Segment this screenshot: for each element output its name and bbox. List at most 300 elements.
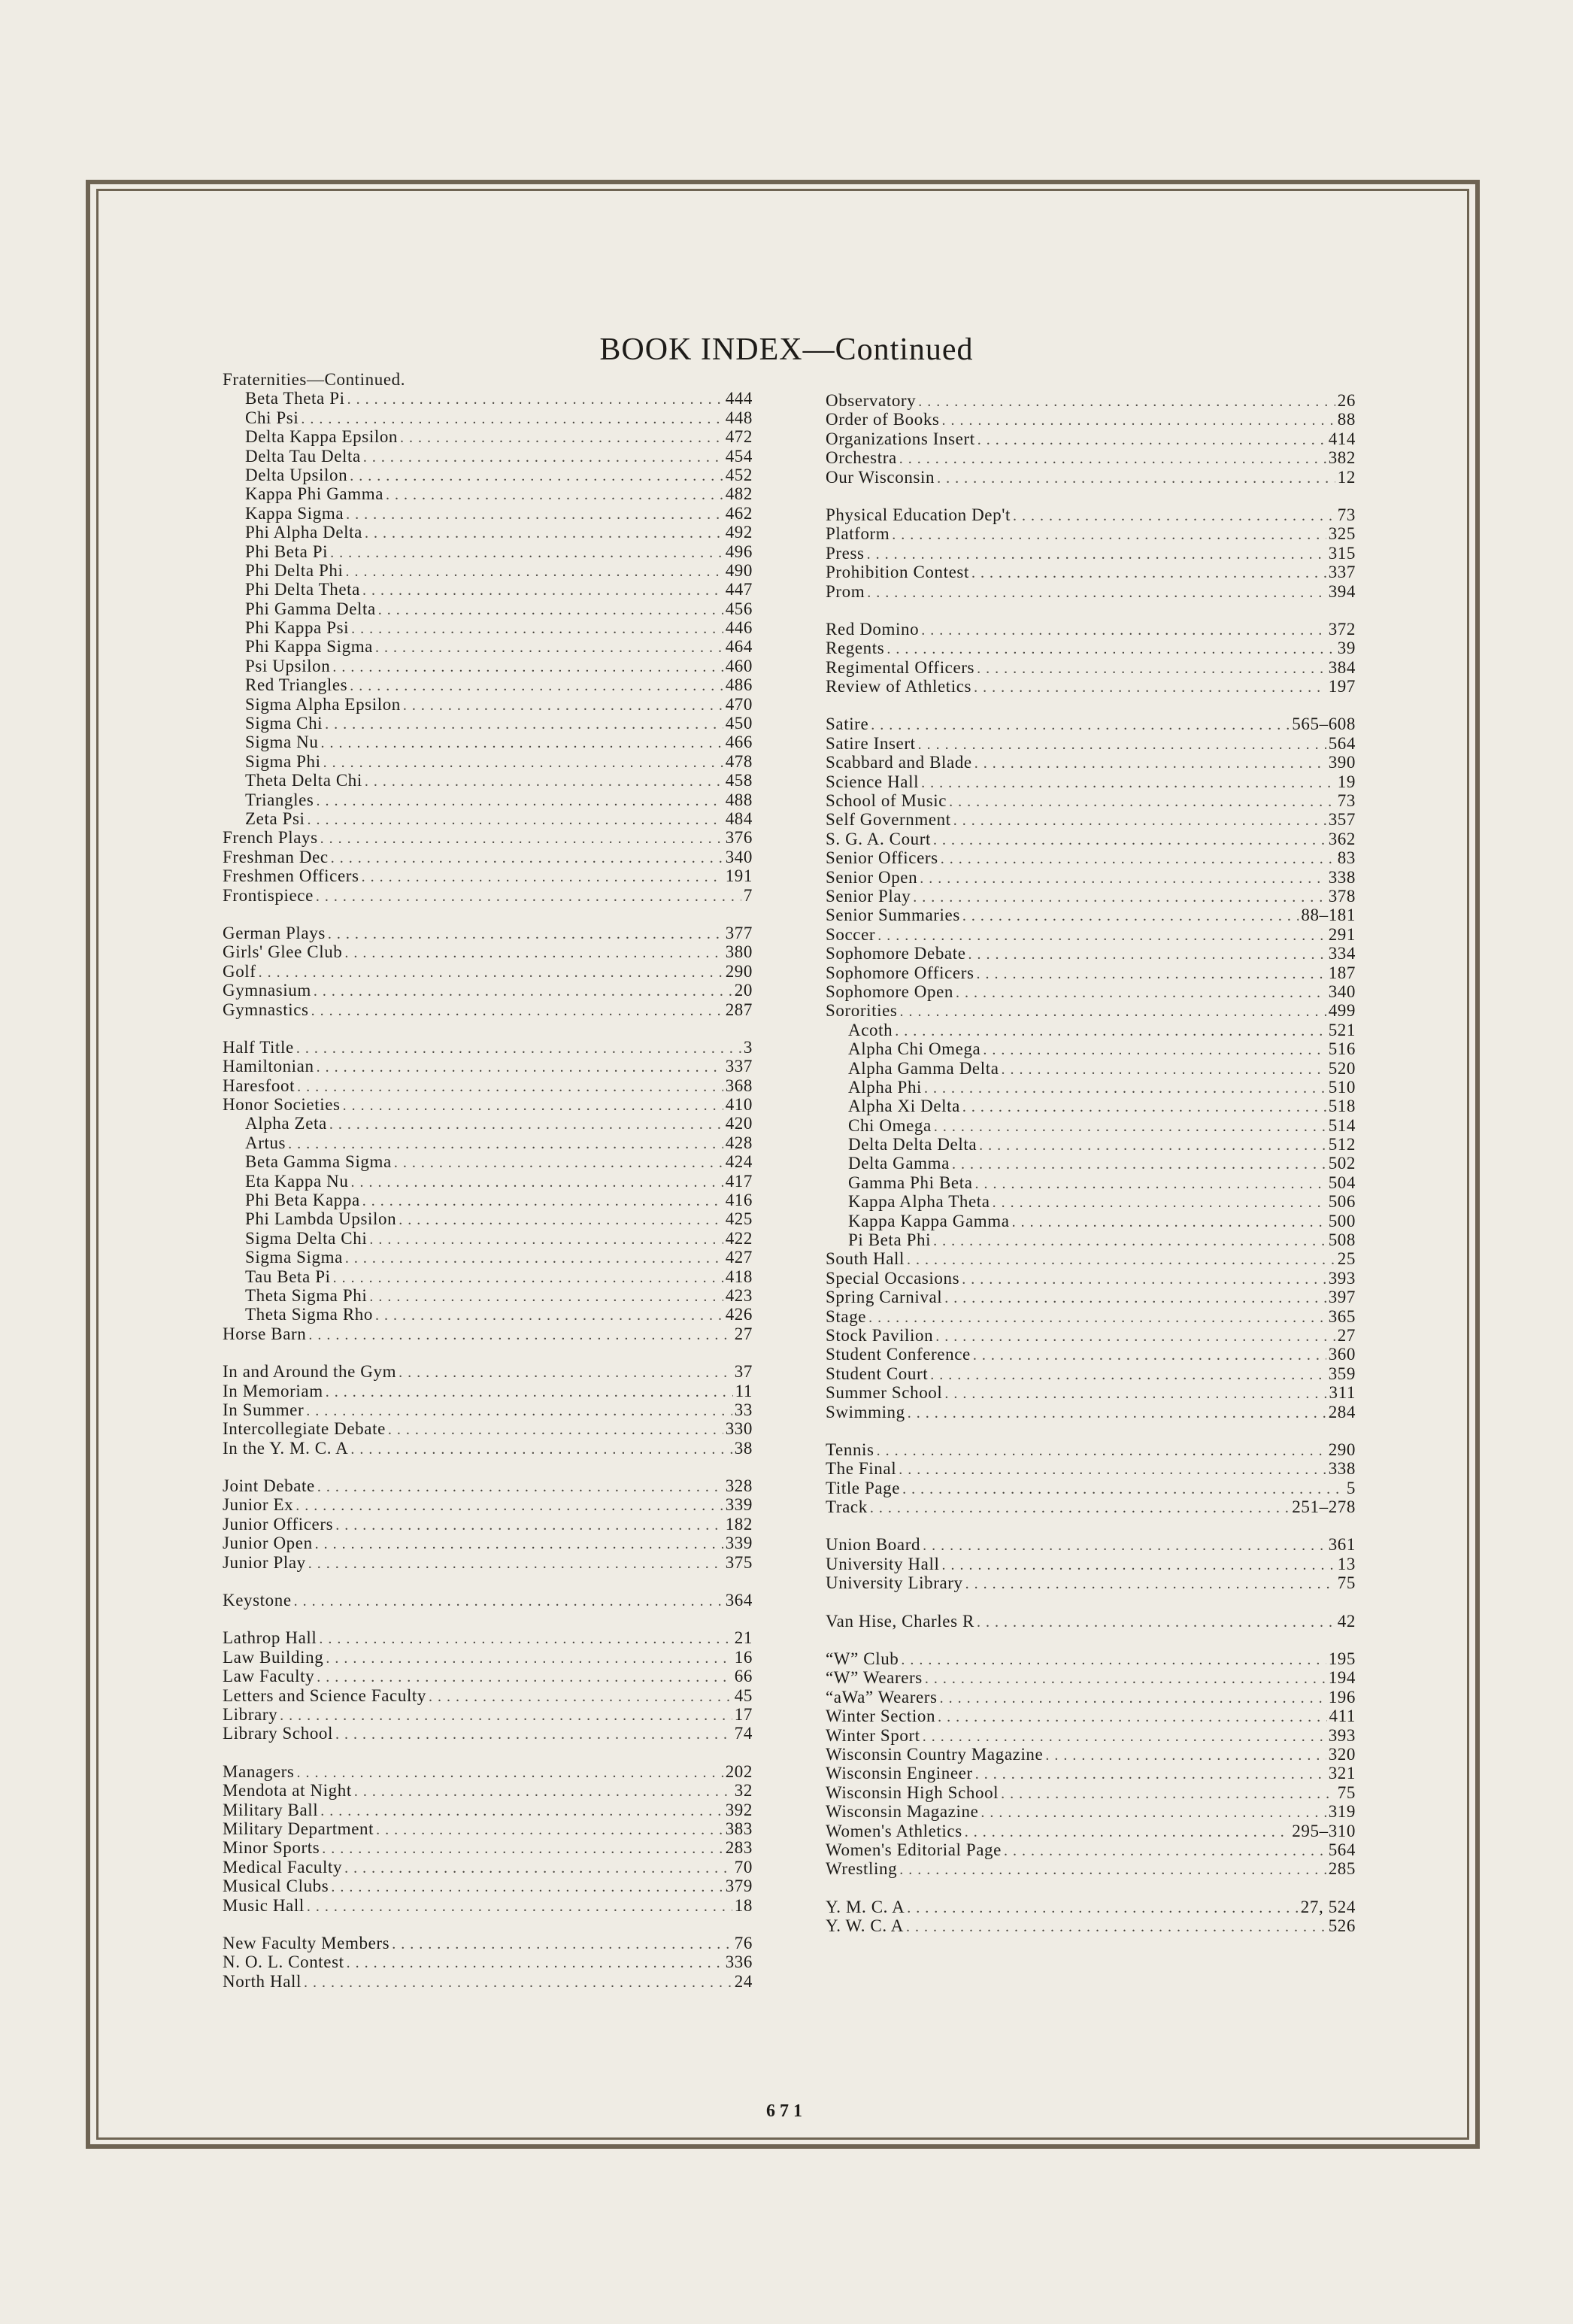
entry-page-number: 321	[1328, 1764, 1356, 1783]
entry-page-number: 411	[1329, 1707, 1356, 1726]
entry-page-number: 202	[725, 1761, 753, 1781]
entry-page-number: 13	[1337, 1554, 1356, 1573]
entry-page-number: 197	[1328, 677, 1356, 696]
index-column-right	[826, 391, 1356, 1936]
dot-leader	[296, 1039, 741, 1058]
dot-leader	[296, 1497, 723, 1515]
entry-page-number: 27	[1337, 1325, 1356, 1345]
index-entry	[826, 982, 1356, 1001]
dot-leader	[306, 1402, 732, 1421]
entry-page-number: 76	[734, 1933, 753, 1952]
entry-page-number: 393	[1328, 1725, 1356, 1745]
entry-page-number: 454	[725, 446, 753, 466]
dot-leader	[892, 526, 1326, 545]
entry-label: School of Music	[826, 791, 947, 811]
entry-page-number: 512	[1328, 1135, 1356, 1154]
entry-label: Alpha Zeta	[245, 1114, 327, 1133]
entry-label: Regimental Officers	[826, 657, 975, 677]
index-entry	[826, 1783, 1356, 1802]
index-entry	[223, 1114, 753, 1133]
entry-label: Theta Sigma Rho	[245, 1305, 373, 1324]
entry-label: Intercollegiate Debate	[223, 1419, 386, 1439]
index-entry	[223, 1209, 753, 1228]
entry-label: Delta Upsilon	[245, 465, 348, 484]
dot-leader	[311, 1002, 723, 1021]
index-entry	[826, 1326, 1356, 1345]
entry-label: Kappa Sigma	[245, 503, 344, 523]
dot-leader	[923, 1537, 1326, 1555]
index-entry	[223, 408, 753, 427]
index-list-right	[826, 391, 1356, 1936]
dot-leader	[974, 754, 1326, 773]
entry-page-number: 7	[743, 885, 753, 905]
dot-leader	[956, 984, 1326, 1003]
entry-page-number: 21	[734, 1628, 753, 1648]
entry-page-number: 516	[1328, 1039, 1356, 1059]
index-entry	[826, 563, 1356, 581]
dot-leader	[347, 390, 723, 409]
dot-leader	[944, 1289, 1326, 1308]
entry-label: Sigma Delta Chi	[245, 1228, 368, 1248]
entry-label: Kappa Kappa Gamma	[848, 1211, 1010, 1230]
entry-label: Tau Beta Pi	[245, 1267, 331, 1286]
entry-page-number: 444	[725, 389, 753, 408]
entry-page-number: 427	[725, 1248, 753, 1267]
index-entry	[223, 1057, 753, 1076]
entry-page-number: 377	[725, 923, 753, 942]
dot-leader	[1013, 507, 1335, 526]
entry-page-number: 32	[734, 1781, 753, 1801]
entry-label: Special Occasions	[826, 1268, 960, 1288]
dot-leader	[993, 1194, 1326, 1212]
dot-leader	[901, 1651, 1326, 1670]
entry-page-number: 75	[1337, 1573, 1356, 1593]
index-entry	[223, 1648, 753, 1667]
entry-label: Senior Summaries	[826, 906, 960, 925]
index-entry	[826, 524, 1356, 543]
index-entry	[826, 772, 1356, 791]
entry-label: Alpha Gamma Delta	[848, 1058, 999, 1078]
index-entry	[223, 542, 753, 561]
dot-leader	[308, 1555, 723, 1573]
index-entry	[223, 1267, 753, 1286]
dot-leader	[979, 1136, 1326, 1155]
dot-leader	[388, 1421, 723, 1440]
entry-label: Satire Insert	[826, 733, 916, 753]
entry-page-number: 284	[1328, 1402, 1356, 1421]
index-entry	[223, 618, 753, 637]
index-entry	[223, 924, 753, 942]
entry-label: “W” Club	[826, 1649, 899, 1669]
entry-page-number: 291	[1328, 924, 1356, 944]
index-entry	[223, 1801, 753, 1819]
entry-page-number: 364	[725, 1591, 753, 1610]
index-entry	[223, 1781, 753, 1800]
index-entry	[826, 1707, 1356, 1725]
index-entry	[223, 752, 753, 771]
entry-label: In the Y. M. C. A	[223, 1438, 349, 1458]
entry-page-number: 521	[1328, 1020, 1356, 1039]
entry-label: Musical Clubs	[223, 1876, 329, 1896]
dot-leader	[331, 849, 723, 868]
index-entry	[223, 714, 753, 733]
index-entry	[826, 1154, 1356, 1173]
index-entry	[826, 1383, 1356, 1402]
dot-leader	[930, 1366, 1326, 1385]
entry-page-number: 45	[734, 1685, 753, 1705]
dot-leader	[918, 393, 1335, 411]
index-entry	[826, 1840, 1356, 1859]
page-title: BOOK INDEX—Continued	[599, 332, 974, 367]
entry-label: Y. W. C. A	[826, 1916, 905, 1936]
entry-page-number: 290	[1328, 1440, 1356, 1459]
dot-leader	[332, 658, 723, 677]
dot-leader	[867, 584, 1326, 602]
entry-label: Keystone	[223, 1591, 292, 1610]
index-entry	[826, 791, 1356, 810]
entry-page-number: 365	[1328, 1306, 1356, 1326]
entry-label: Alpha Phi	[848, 1077, 923, 1097]
entry-page-number: 361	[1328, 1535, 1356, 1555]
dot-leader	[403, 696, 723, 715]
entry-page-number: 75	[1337, 1782, 1356, 1802]
dot-leader	[317, 1668, 732, 1687]
index-entry	[223, 695, 753, 714]
entry-label: Y. M. C. A	[826, 1897, 905, 1916]
entry-page-number: 38	[734, 1438, 753, 1458]
entry-label: Science Hall	[826, 772, 920, 791]
dot-leader	[350, 677, 723, 696]
index-entry	[826, 391, 1356, 410]
entry-label: Phi Delta Theta	[245, 580, 360, 599]
index-entry	[826, 1039, 1356, 1058]
index-entry	[223, 1667, 753, 1685]
index-entry	[826, 677, 1356, 696]
entry-label: University Library	[826, 1573, 963, 1593]
dot-leader	[375, 639, 723, 657]
index-entry	[826, 1898, 1356, 1916]
entry-page-number: 482	[725, 484, 753, 504]
entry-page-number: 290	[725, 961, 753, 981]
entry-label: Music Hall	[223, 1895, 305, 1915]
dot-leader	[317, 1478, 723, 1497]
dot-leader	[308, 1326, 732, 1345]
dot-leader	[983, 1041, 1326, 1060]
dot-leader	[867, 545, 1326, 564]
entry-label: Women's Athletics	[826, 1821, 962, 1840]
index-entry	[826, 1745, 1356, 1764]
entry-page-number: 393	[1328, 1268, 1356, 1288]
dot-leader	[933, 831, 1326, 850]
entry-page-number: 456	[725, 599, 753, 618]
entry-label: Golf	[223, 961, 256, 981]
index-entry	[826, 906, 1356, 924]
dot-leader	[906, 1918, 1326, 1937]
index-entry	[826, 505, 1356, 524]
index-entry	[826, 410, 1356, 429]
entry-page-number: 462	[725, 503, 753, 523]
entry-page-number: 418	[725, 1267, 753, 1286]
index-entry	[826, 1307, 1356, 1326]
entry-label: German Plays	[223, 923, 326, 942]
dot-leader	[973, 1346, 1326, 1365]
index-entry	[826, 582, 1356, 601]
entry-label: Student Court	[826, 1364, 929, 1383]
dot-leader	[1001, 1785, 1335, 1804]
entry-label: Artus	[245, 1133, 286, 1152]
entry-page-number: 70	[734, 1857, 753, 1876]
dot-leader	[350, 467, 723, 486]
entry-label: Kappa Alpha Theta	[848, 1192, 990, 1212]
dot-leader	[316, 792, 723, 811]
entry-page-number: 88–181	[1301, 906, 1356, 925]
dot-leader	[980, 1804, 1326, 1822]
index-entry	[826, 944, 1356, 963]
index-entry	[223, 1705, 753, 1724]
entry-label: Acoth	[848, 1020, 893, 1039]
dot-leader	[331, 1878, 723, 1897]
entry-label: Medical Faculty	[223, 1857, 343, 1876]
entry-label: Chi Omega	[848, 1115, 932, 1135]
entry-label: Gymnasium	[223, 981, 311, 1000]
index-entry	[223, 1152, 753, 1171]
entry-page-number: 378	[1328, 886, 1356, 906]
index-entry	[826, 1555, 1356, 1573]
entry-label: Law Building	[223, 1647, 324, 1667]
entry-label: Junior Play	[223, 1552, 306, 1572]
entry-page-number: 448	[725, 408, 753, 427]
entry-label: Review of Athletics	[826, 677, 972, 696]
dot-leader	[913, 888, 1326, 907]
entry-label: Regents	[826, 639, 885, 658]
entry-label: Wisconsin Country Magazine	[826, 1745, 1044, 1764]
entry-page-number: 339	[725, 1534, 753, 1553]
dot-leader	[899, 450, 1326, 469]
dot-leader	[345, 563, 723, 581]
index-entry	[223, 1858, 753, 1876]
index-entry	[223, 484, 753, 503]
dot-leader	[937, 469, 1335, 488]
page-number: 671	[766, 2101, 807, 2121]
entry-label: Self Government	[826, 810, 951, 830]
entry-label: Spring Carnival	[826, 1288, 943, 1307]
dot-leader	[386, 486, 723, 505]
dot-leader	[304, 1974, 732, 1992]
entry-label: Theta Sigma Phi	[245, 1285, 368, 1305]
entry-page-number: 194	[1328, 1668, 1356, 1688]
dot-leader	[362, 1192, 723, 1211]
entry-page-number: 311	[1329, 1383, 1356, 1403]
dot-leader	[962, 1270, 1326, 1289]
entry-page-number: 285	[1328, 1859, 1356, 1879]
entry-label: Junior Ex	[223, 1495, 294, 1515]
dot-leader	[933, 1232, 1326, 1251]
entry-page-number: 502	[1328, 1154, 1356, 1173]
entry-label: South Hall	[826, 1249, 905, 1269]
entry-page-number: 384	[1328, 657, 1356, 677]
entry-label: In Memoriam	[223, 1381, 323, 1400]
index-entry	[223, 1095, 753, 1114]
dot-leader	[975, 1175, 1326, 1194]
entry-page-number: 397	[1328, 1288, 1356, 1307]
entry-label: S. G. A. Court	[826, 829, 932, 848]
entry-page-number: 251–278	[1292, 1497, 1356, 1517]
dot-leader	[365, 772, 723, 791]
entry-label: Delta Tau Delta	[245, 446, 361, 466]
index-entry	[223, 447, 753, 466]
index-entry	[223, 1515, 753, 1534]
entry-label: Eta Kappa Nu	[245, 1171, 349, 1191]
index-entry	[223, 866, 753, 885]
entry-label: Junior Officers	[223, 1514, 334, 1534]
entry-page-number: 19	[1337, 772, 1356, 791]
dot-leader	[977, 965, 1326, 984]
index-entry	[826, 1001, 1356, 1020]
entry-label: Swimming	[826, 1402, 905, 1421]
index-entry	[223, 1286, 753, 1305]
entry-page-number: 328	[725, 1476, 753, 1496]
dot-leader	[974, 678, 1326, 697]
index-entry	[826, 1802, 1356, 1821]
dot-leader	[907, 1251, 1335, 1270]
dot-leader	[918, 736, 1326, 754]
index-entry	[826, 1135, 1356, 1154]
index-entry	[826, 830, 1356, 848]
entry-label: In Summer	[223, 1400, 305, 1419]
index-entry	[826, 544, 1356, 563]
dot-leader	[968, 945, 1326, 964]
entry-label: Wisconsin Magazine	[826, 1802, 979, 1822]
entry-label: Observatory	[826, 391, 917, 410]
dot-leader	[315, 1535, 723, 1554]
entry-label: Hamiltonian	[223, 1057, 314, 1076]
entry-page-number: 383	[725, 1819, 753, 1838]
dot-leader	[344, 1859, 732, 1878]
index-entry	[223, 1952, 753, 1971]
index-entry	[223, 389, 753, 408]
index-entry	[826, 1573, 1356, 1592]
entry-label: Phi Kappa Psi	[245, 618, 350, 638]
entry-page-number: 499	[1328, 1001, 1356, 1021]
index-entry	[223, 886, 753, 905]
entry-label: Kappa Phi Gamma	[245, 484, 384, 504]
entry-page-number: 357	[1328, 810, 1356, 830]
index-entry	[826, 1021, 1356, 1039]
dot-leader	[369, 1230, 723, 1249]
dot-leader	[344, 944, 723, 963]
entry-label: “W” Wearers	[826, 1668, 923, 1688]
entry-page-number: 88	[1337, 410, 1356, 429]
entry-label: The Final	[826, 1459, 897, 1479]
dot-leader	[977, 1613, 1335, 1632]
entry-label: Wrestling	[826, 1859, 898, 1879]
entry-page-number: 420	[725, 1114, 753, 1133]
dot-leader	[977, 660, 1326, 678]
entry-page-number: 283	[725, 1838, 753, 1858]
entry-page-number: 426	[725, 1305, 753, 1324]
index-entry	[826, 1364, 1356, 1383]
entry-page-number: 428	[725, 1133, 753, 1152]
dot-leader	[297, 1764, 723, 1782]
entry-page-number: 382	[1328, 448, 1356, 468]
index-entry	[223, 1038, 753, 1057]
entry-label: Prohibition Contest	[826, 563, 969, 582]
entry-page-number: 506	[1328, 1192, 1356, 1212]
entry-page-number: 423	[725, 1285, 753, 1305]
index-entry	[223, 962, 753, 981]
entry-label: Order of Books	[826, 410, 940, 429]
index-entry	[826, 1726, 1356, 1745]
entry-page-number: 425	[725, 1209, 753, 1229]
index-entry	[223, 1229, 753, 1248]
entry-page-number: 18	[734, 1895, 753, 1915]
entry-page-number: 42	[1337, 1611, 1356, 1631]
entry-page-number: 472	[725, 427, 753, 447]
entry-page-number: 337	[725, 1057, 753, 1076]
index-entry	[826, 810, 1356, 829]
entry-label: Physical Education Dep't	[826, 505, 1011, 524]
entry-page-number: 565–608	[1292, 714, 1356, 734]
index-entry	[826, 1173, 1356, 1192]
index-entry	[826, 753, 1356, 772]
entry-page-number: 390	[1328, 753, 1356, 772]
entry-label: Phi Beta Pi	[245, 542, 329, 561]
dot-leader	[934, 1118, 1326, 1136]
dot-leader	[307, 1898, 732, 1916]
entry-page-number: 452	[725, 465, 753, 484]
dot-leader	[899, 1861, 1326, 1880]
dot-leader	[347, 1954, 723, 1973]
entry-page-number: 336	[725, 1952, 753, 1972]
entry-page-number: 424	[725, 1152, 753, 1172]
index-entry	[223, 771, 753, 790]
dot-leader	[335, 1516, 723, 1535]
entry-label: Library	[223, 1705, 278, 1724]
dot-leader	[329, 1115, 723, 1134]
index-entry	[826, 1345, 1356, 1364]
entry-label: Beta Theta Pi	[245, 389, 345, 408]
entry-label: Senior Play	[826, 886, 911, 906]
index-entry	[223, 1896, 753, 1915]
entry-label: Sigma Chi	[245, 714, 323, 733]
index-entry	[223, 1553, 753, 1572]
dot-leader	[942, 411, 1335, 430]
entry-page-number: 410	[725, 1095, 753, 1115]
entry-label: Zeta Psi	[245, 809, 305, 828]
dot-leader	[953, 812, 1326, 830]
index-entry	[223, 657, 753, 675]
entry-label: French Plays	[223, 828, 318, 848]
index-entry	[826, 1059, 1356, 1078]
dot-leader	[320, 734, 723, 753]
entry-page-number: 20	[734, 981, 753, 1000]
entry-label: Stock Pavilion	[826, 1325, 934, 1345]
index-entry	[223, 733, 753, 751]
entry-label: Psi Upsilon	[245, 656, 331, 675]
index-entry	[223, 1172, 753, 1191]
entry-label: Stage	[826, 1306, 867, 1326]
index-entry	[223, 828, 753, 847]
entry-label: Sophomore Debate	[826, 944, 966, 963]
entry-label: Press	[826, 543, 865, 563]
index-entry	[826, 1535, 1356, 1554]
index-entry	[223, 1724, 753, 1743]
entry-label: Girls' Glee Club	[223, 942, 343, 962]
dot-leader	[378, 601, 723, 620]
entry-page-number: 492	[725, 523, 753, 542]
entry-page-number: 392	[725, 1800, 753, 1819]
index-entry	[223, 599, 753, 618]
